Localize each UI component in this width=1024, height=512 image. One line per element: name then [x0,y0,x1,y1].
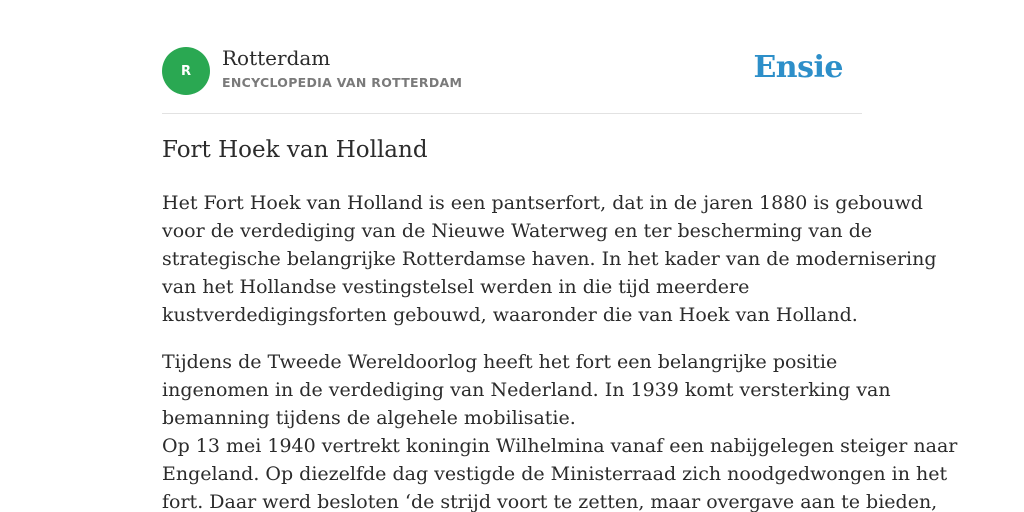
header-divider [162,113,862,114]
site-subtitle: ENCYCLOPEDIA VAN ROTTERDAM [222,75,463,90]
text-line: van het Hollandse vestingstelsel werden in die tijd meerdere [162,276,750,298]
article-paragraph [162,189,937,329]
text-line: fort. Daar werd besloten ‘de strijd voort te zetten, maar overgave aan te bieden, [162,491,938,512]
text-line: Tijdens de Tweede Wereldoorlog heeft het fort een belangrijke positie [162,351,838,373]
avatar[interactable]: R [162,47,210,95]
article-paragraph [162,348,958,512]
article-title: Fort Hoek van Holland [162,137,428,163]
article-body [162,189,958,512]
text-line: strategische belangrijke Rotterdamse haven. In het kader van de modernisering [162,248,937,270]
text-line: bemanning tijdens de algehele mobilisatie. [162,407,576,429]
text-line: ingenomen in de verdediging van Nederland. In 1939 komt versterking van [162,379,891,401]
text-line: Op 13 mei 1940 vertrekt koningin Wilhelmina vanaf een nabijgelegen steiger naar [162,435,958,457]
site-header [162,46,862,96]
brand-logo[interactable]: Ensie [753,50,843,85]
text-line: kustverdedigingsforten gebouwd, waaronder die van Hoek van Holland. [162,304,858,326]
text-line: Het Fort Hoek van Holland is een pantserfort, dat in de jaren 1880 is gebouwd [162,192,923,214]
text-line: Engeland. Op diezelfde dag vestigde de Ministerraad zich noodgedwongen in het [162,463,948,485]
site-title[interactable]: Rotterdam [222,46,331,70]
text-line: voor de verdediging van de Nieuwe Waterweg en ter bescherming van de [162,220,873,242]
